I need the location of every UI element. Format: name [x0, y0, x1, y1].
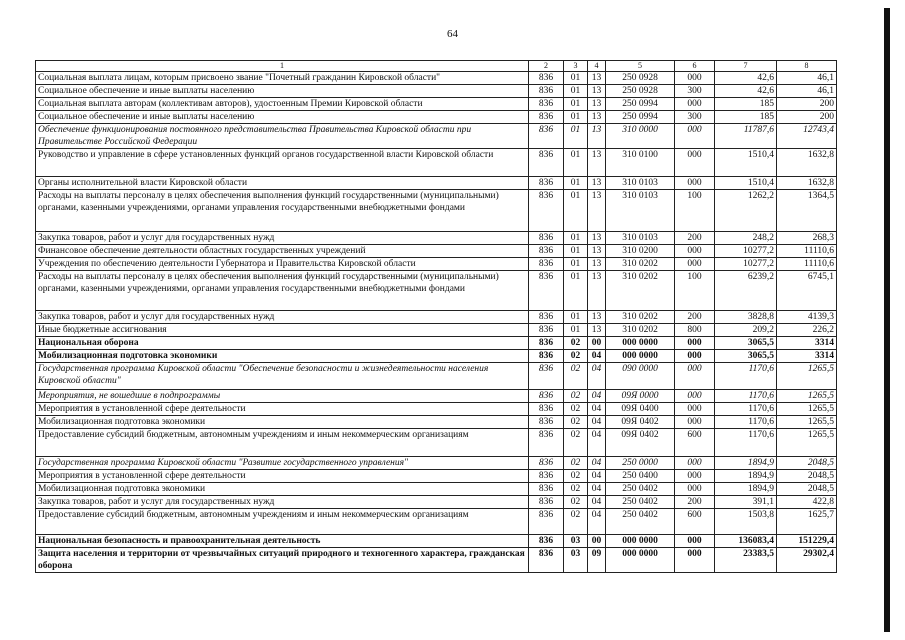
subsection-code-cell: 04: [588, 350, 606, 363]
subsection-code-cell: 04: [588, 509, 606, 535]
subsection-code-cell: 04: [588, 429, 606, 457]
expense-type-cell: 600: [675, 429, 715, 457]
expense-type-cell: 000: [675, 149, 715, 177]
ved-code-cell: 836: [529, 177, 564, 190]
expense-type-cell: 000: [675, 390, 715, 403]
subsection-code-cell: 00: [588, 535, 606, 548]
amount-year2-cell: 2048,5: [777, 457, 837, 470]
page-number: 64: [447, 28, 458, 40]
row-name-cell: Социальная выплата авторам (коллективам авторов), удостоенным Премии Кировской области: [36, 98, 529, 111]
amount-year1-cell: 42,6: [715, 72, 777, 85]
subsection-code-cell: 04: [588, 457, 606, 470]
target-article-cell: 250 0400: [606, 470, 675, 483]
amount-year1-cell: 1170,6: [715, 403, 777, 416]
target-article-cell: 250 0402: [606, 509, 675, 535]
target-article-cell: 09Я 0400: [606, 403, 675, 416]
target-article-cell: 000 0000: [606, 535, 675, 548]
amount-year2-cell: 1265,5: [777, 416, 837, 429]
amount-year2-cell: 1632,8: [777, 149, 837, 177]
section-code-cell: 02: [564, 416, 588, 429]
row-name-cell: Мероприятия в установленной сфере деятельности: [36, 470, 529, 483]
expense-type-cell: 000: [675, 403, 715, 416]
row-name-cell: Руководство и управление в сфере установленных функций органов государственной власти Кировской области: [36, 149, 529, 177]
subsection-code-cell: 13: [588, 124, 606, 149]
expense-type-cell: 000: [675, 457, 715, 470]
subsection-code-cell: 09: [588, 548, 606, 573]
table-row: [36, 324, 837, 337]
ved-code-cell: 836: [529, 124, 564, 149]
amount-year1-cell: 42,6: [715, 85, 777, 98]
section-code-cell: 01: [564, 124, 588, 149]
expense-type-cell: 300: [675, 111, 715, 124]
row-name-cell: Государственная программа Кировской области "Развитие государственного управления": [36, 457, 529, 470]
expense-type-cell: 200: [675, 496, 715, 509]
amount-year2-cell: 46,1: [777, 85, 837, 98]
table-row: [36, 149, 837, 177]
subsection-code-cell: 13: [588, 258, 606, 271]
section-code-cell: 02: [564, 363, 588, 390]
ved-code-cell: 836: [529, 85, 564, 98]
amount-year2-cell: 200: [777, 98, 837, 111]
section-code-cell: 02: [564, 470, 588, 483]
target-article-cell: 310 0200: [606, 245, 675, 258]
row-name-cell: Мобилизационная подготовка экономики: [36, 483, 529, 496]
target-article-cell: 310 0103: [606, 177, 675, 190]
amount-year2-cell: 1625,7: [777, 509, 837, 535]
table-row: [36, 535, 837, 548]
section-code-cell: 01: [564, 85, 588, 98]
section-code-cell: 01: [564, 232, 588, 245]
table-row: [36, 124, 837, 149]
target-article-cell: 09Я 0402: [606, 429, 675, 457]
section-code-cell: 01: [564, 324, 588, 337]
section-code-cell: 02: [564, 403, 588, 416]
ved-code-cell: 836: [529, 232, 564, 245]
expense-type-cell: 000: [675, 258, 715, 271]
amount-year2-cell: 1364,5: [777, 190, 837, 232]
row-name-cell: Мероприятия, не вошедшие в подпрограммы: [36, 390, 529, 403]
expense-type-cell: 000: [675, 337, 715, 350]
expense-type-cell: 000: [675, 548, 715, 573]
row-name-cell: Закупка товаров, работ и услуг для государственных нужд: [36, 232, 529, 245]
amount-year2-cell: 1632,8: [777, 177, 837, 190]
expense-type-cell: 100: [675, 190, 715, 232]
amount-year2-cell: 12743,4: [777, 124, 837, 149]
table-row: [36, 258, 837, 271]
ved-code-cell: 836: [529, 416, 564, 429]
expense-type-cell: 000: [675, 245, 715, 258]
amount-year1-cell: 1510,4: [715, 177, 777, 190]
subsection-code-cell: 13: [588, 111, 606, 124]
section-code-cell: 01: [564, 149, 588, 177]
target-article-cell: 250 0928: [606, 72, 675, 85]
table-row: [36, 470, 837, 483]
subsection-code-cell: 13: [588, 85, 606, 98]
table-row: [36, 457, 837, 470]
amount-year1-cell: 11787,6: [715, 124, 777, 149]
ved-code-cell: 836: [529, 72, 564, 85]
subsection-code-cell: 13: [588, 324, 606, 337]
section-code-cell: 01: [564, 72, 588, 85]
amount-year2-cell: 1265,5: [777, 429, 837, 457]
row-name-cell: Закупка товаров, работ и услуг для государственных нужд: [36, 496, 529, 509]
section-code-cell: 01: [564, 177, 588, 190]
amount-year2-cell: 200: [777, 111, 837, 124]
target-article-cell: 310 0100: [606, 149, 675, 177]
ved-code-cell: 836: [529, 535, 564, 548]
section-code-cell: 03: [564, 548, 588, 573]
column-number-row: [36, 61, 837, 72]
column-header: 1: [36, 61, 529, 72]
amount-year1-cell: 1510,4: [715, 149, 777, 177]
row-name-cell: Расходы на выплаты персоналу в целях обеспечения выполнения функций государственными (муниципальными) органами, казенными учреждениями, органами управления государственными внебюджетными фондами: [36, 190, 529, 232]
expense-type-cell: 000: [675, 124, 715, 149]
amount-year1-cell: 209,2: [715, 324, 777, 337]
row-name-cell: Иные бюджетные ассигнования: [36, 324, 529, 337]
amount-year2-cell: 226,2: [777, 324, 837, 337]
section-code-cell: 02: [564, 390, 588, 403]
table-row: [36, 509, 837, 535]
column-header: 3: [564, 61, 588, 72]
section-code-cell: 01: [564, 271, 588, 311]
column-header: 4: [588, 61, 606, 72]
table-row: [36, 72, 837, 85]
table-row: [36, 483, 837, 496]
amount-year1-cell: 10277,2: [715, 258, 777, 271]
section-code-cell: 03: [564, 535, 588, 548]
ved-code-cell: 836: [529, 363, 564, 390]
section-code-cell: 01: [564, 311, 588, 324]
target-article-cell: 250 0000: [606, 457, 675, 470]
target-article-cell: 000 0000: [606, 337, 675, 350]
expense-type-cell: 200: [675, 311, 715, 324]
amount-year1-cell: 6239,2: [715, 271, 777, 311]
target-article-cell: 250 0402: [606, 483, 675, 496]
ved-code-cell: 836: [529, 470, 564, 483]
subsection-code-cell: 13: [588, 149, 606, 177]
amount-year2-cell: 268,3: [777, 232, 837, 245]
target-article-cell: 09Я 0000: [606, 390, 675, 403]
target-article-cell: 000 0000: [606, 548, 675, 573]
subsection-code-cell: 13: [588, 98, 606, 111]
table-row: [36, 403, 837, 416]
subsection-code-cell: 04: [588, 470, 606, 483]
row-name-cell: Финансовое обеспечение деятельности областных государственных учреждений: [36, 245, 529, 258]
amount-year1-cell: 23383,5: [715, 548, 777, 573]
row-name-cell: Мобилизационная подготовка экономики: [36, 416, 529, 429]
target-article-cell: 310 0103: [606, 190, 675, 232]
subsection-code-cell: 04: [588, 483, 606, 496]
amount-year1-cell: 391,1: [715, 496, 777, 509]
subsection-code-cell: 00: [588, 337, 606, 350]
ved-code-cell: 836: [529, 509, 564, 535]
row-name-cell: Национальная оборона: [36, 337, 529, 350]
section-code-cell: 02: [564, 457, 588, 470]
table-row: [36, 111, 837, 124]
budget-table: [35, 60, 837, 573]
amount-year1-cell: 1170,6: [715, 363, 777, 390]
expense-type-cell: 800: [675, 324, 715, 337]
section-code-cell: 02: [564, 429, 588, 457]
table-row: [36, 363, 837, 390]
ved-code-cell: 836: [529, 429, 564, 457]
row-name-cell: Национальная безопасность и правоохранительная деятельность: [36, 535, 529, 548]
ved-code-cell: 836: [529, 258, 564, 271]
target-article-cell: 250 0994: [606, 98, 675, 111]
subsection-code-cell: 13: [588, 177, 606, 190]
section-code-cell: 01: [564, 190, 588, 232]
table-row: [36, 337, 837, 350]
amount-year2-cell: 1265,5: [777, 403, 837, 416]
expense-type-cell: 000: [675, 177, 715, 190]
row-name-cell: Учреждения по обеспечению деятельности Губернатора и Правительства Кировской области: [36, 258, 529, 271]
ved-code-cell: 836: [529, 98, 564, 111]
subsection-code-cell: 04: [588, 390, 606, 403]
target-article-cell: 250 0928: [606, 85, 675, 98]
amount-year1-cell: 248,2: [715, 232, 777, 245]
ved-code-cell: 836: [529, 390, 564, 403]
section-code-cell: 02: [564, 337, 588, 350]
amount-year1-cell: 185: [715, 98, 777, 111]
row-name-cell: Расходы на выплаты персоналу в целях обеспечения выполнения функций государственными (муниципальными) органами, казенными учреждениями, органами управления государственными внебюджетными фондами: [36, 271, 529, 311]
expense-type-cell: 000: [675, 98, 715, 111]
target-article-cell: 250 0994: [606, 111, 675, 124]
ved-code-cell: 836: [529, 190, 564, 232]
amount-year1-cell: 1170,6: [715, 429, 777, 457]
target-article-cell: 250 0402: [606, 496, 675, 509]
amount-year2-cell: 3314: [777, 350, 837, 363]
table-row: [36, 390, 837, 403]
table-row: [36, 416, 837, 429]
expense-type-cell: 000: [675, 350, 715, 363]
expense-type-cell: 000: [675, 416, 715, 429]
target-article-cell: 090 0000: [606, 363, 675, 390]
amount-year1-cell: 1503,8: [715, 509, 777, 535]
section-code-cell: 01: [564, 258, 588, 271]
table-row: [36, 548, 837, 573]
expense-type-cell: 000: [675, 470, 715, 483]
subsection-code-cell: 13: [588, 232, 606, 245]
amount-year2-cell: 2048,5: [777, 483, 837, 496]
amount-year2-cell: 29302,4: [777, 548, 837, 573]
table-row: [36, 429, 837, 457]
column-header: 8: [777, 61, 837, 72]
target-article-cell: 310 0202: [606, 324, 675, 337]
table-row: [36, 232, 837, 245]
amount-year2-cell: 2048,5: [777, 470, 837, 483]
row-name-cell: Социальное обеспечение и иные выплаты населению: [36, 111, 529, 124]
amount-year1-cell: 185: [715, 111, 777, 124]
row-name-cell: Органы исполнительной власти Кировской области: [36, 177, 529, 190]
expense-type-cell: 000: [675, 483, 715, 496]
row-name-cell: Социальная выплата лицам, которым присвоено звание "Почетный гражданин Кировской области": [36, 72, 529, 85]
expense-type-cell: 600: [675, 509, 715, 535]
table-row: [36, 311, 837, 324]
amount-year1-cell: 3065,5: [715, 350, 777, 363]
section-code-cell: 02: [564, 350, 588, 363]
row-name-cell: Мероприятия в установленной сфере деятельности: [36, 403, 529, 416]
amount-year1-cell: 1894,9: [715, 483, 777, 496]
expense-type-cell: 100: [675, 271, 715, 311]
section-code-cell: 01: [564, 245, 588, 258]
expense-type-cell: 200: [675, 232, 715, 245]
row-name-cell: Мобилизационная подготовка экономики: [36, 350, 529, 363]
table-row: [36, 350, 837, 363]
table-row: [36, 98, 837, 111]
amount-year1-cell: 1894,9: [715, 470, 777, 483]
ved-code-cell: 836: [529, 311, 564, 324]
expense-type-cell: 000: [675, 535, 715, 548]
ved-code-cell: 836: [529, 548, 564, 573]
subsection-code-cell: 13: [588, 245, 606, 258]
subsection-code-cell: 04: [588, 416, 606, 429]
amount-year1-cell: 1170,6: [715, 416, 777, 429]
ved-code-cell: 836: [529, 496, 564, 509]
target-article-cell: 09Я 0402: [606, 416, 675, 429]
section-code-cell: 02: [564, 483, 588, 496]
amount-year2-cell: 11110,6: [777, 245, 837, 258]
row-name-cell: Обеспечение функционирования постоянного представительства Правительства Кировской области при Правительстве Российской Федерации: [36, 124, 529, 149]
target-article-cell: 310 0202: [606, 271, 675, 311]
table-row: [36, 271, 837, 311]
target-article-cell: 310 0202: [606, 311, 675, 324]
amount-year1-cell: 1894,9: [715, 457, 777, 470]
ved-code-cell: 836: [529, 483, 564, 496]
subsection-code-cell: 13: [588, 72, 606, 85]
expense-type-cell: 000: [675, 363, 715, 390]
amount-year2-cell: 3314: [777, 337, 837, 350]
amount-year1-cell: 136083,4: [715, 535, 777, 548]
amount-year2-cell: 422,8: [777, 496, 837, 509]
ved-code-cell: 836: [529, 457, 564, 470]
column-header: 6: [675, 61, 715, 72]
table-body: [36, 72, 837, 573]
ved-code-cell: 836: [529, 111, 564, 124]
ved-code-cell: 836: [529, 149, 564, 177]
amount-year1-cell: 1170,6: [715, 390, 777, 403]
subsection-code-cell: 04: [588, 403, 606, 416]
amount-year2-cell: 6745,1: [777, 271, 837, 311]
expense-type-cell: 300: [675, 85, 715, 98]
target-article-cell: 310 0103: [606, 232, 675, 245]
amount-year2-cell: 1265,5: [777, 363, 837, 390]
ved-code-cell: 836: [529, 324, 564, 337]
subsection-code-cell: 13: [588, 190, 606, 232]
amount-year1-cell: 3828,8: [715, 311, 777, 324]
amount-year2-cell: 4139,3: [777, 311, 837, 324]
section-code-cell: 01: [564, 111, 588, 124]
amount-year2-cell: 11110,6: [777, 258, 837, 271]
ved-code-cell: 836: [529, 350, 564, 363]
table-row: [36, 85, 837, 98]
ved-code-cell: 836: [529, 271, 564, 311]
amount-year2-cell: 151229,4: [777, 535, 837, 548]
ved-code-cell: 836: [529, 337, 564, 350]
column-header: 7: [715, 61, 777, 72]
ved-code-cell: 836: [529, 403, 564, 416]
target-article-cell: 310 0000: [606, 124, 675, 149]
row-name-cell: Предоставление субсидий бюджетным, автономным учреждениям и иным некоммерческим организациям: [36, 429, 529, 457]
table-row: [36, 177, 837, 190]
row-name-cell: Предоставление субсидий бюджетным, автономным учреждениям и иным некоммерческим организациям: [36, 509, 529, 535]
amount-year1-cell: 3065,5: [715, 337, 777, 350]
row-name-cell: Защита населения и территории от чрезвычайных ситуаций природного и техногенного характера, гражданская оборона: [36, 548, 529, 573]
expense-type-cell: 000: [675, 72, 715, 85]
column-header: 5: [606, 61, 675, 72]
subsection-code-cell: 13: [588, 271, 606, 311]
section-code-cell: 01: [564, 98, 588, 111]
subsection-code-cell: 04: [588, 496, 606, 509]
subsection-code-cell: 04: [588, 363, 606, 390]
row-name-cell: Государственная программа Кировской области "Обеспечение безопасности и жизнедеятельности населения Кировской области": [36, 363, 529, 390]
ved-code-cell: 836: [529, 245, 564, 258]
target-article-cell: 310 0202: [606, 258, 675, 271]
subsection-code-cell: 13: [588, 311, 606, 324]
amount-year2-cell: 1265,5: [777, 390, 837, 403]
target-article-cell: 000 0000: [606, 350, 675, 363]
amount-year2-cell: 46,1: [777, 72, 837, 85]
section-code-cell: 02: [564, 496, 588, 509]
scan-edge-bar: [884, 8, 890, 632]
amount-year1-cell: 1262,2: [715, 190, 777, 232]
column-header: 2: [529, 61, 564, 72]
row-name-cell: Социальное обеспечение и иные выплаты населению: [36, 85, 529, 98]
row-name-cell: Закупка товаров, работ и услуг для государственных нужд: [36, 311, 529, 324]
table-row: [36, 245, 837, 258]
amount-year1-cell: 10277,2: [715, 245, 777, 258]
section-code-cell: 02: [564, 509, 588, 535]
table-row: [36, 496, 837, 509]
table-row: [36, 190, 837, 232]
